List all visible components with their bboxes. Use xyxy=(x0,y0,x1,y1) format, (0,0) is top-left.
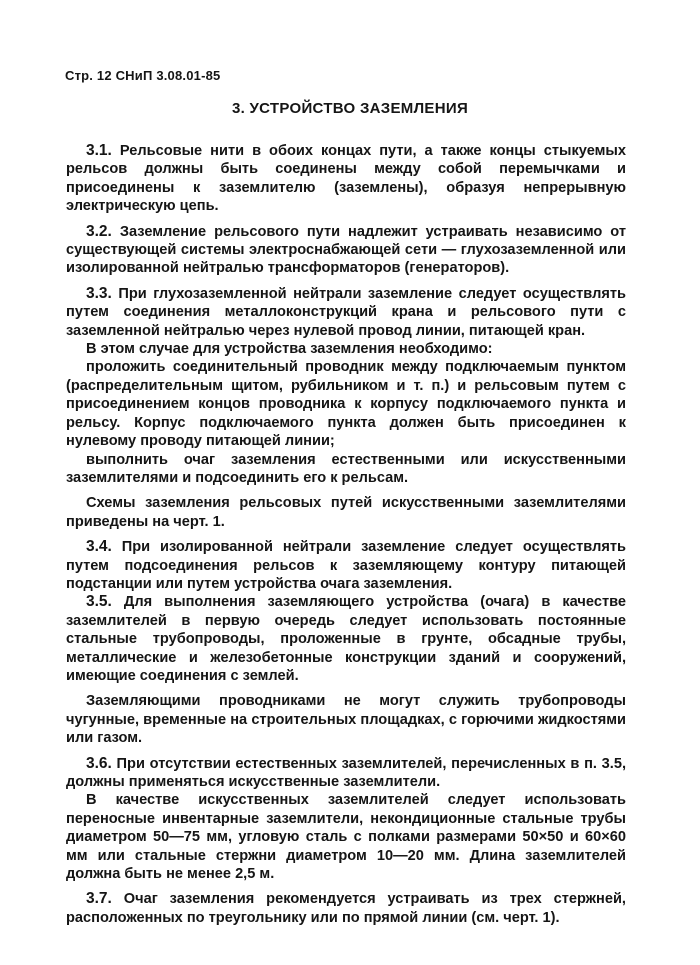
paragraph-3-3 xyxy=(66,285,626,340)
clause-number: 3.5. xyxy=(86,593,112,611)
paragraph-text: При изолированной нейтрали заземление следует осуществлять путем подсоединения рельсов к заземляющему контуру питающей подстанции или путем устройства очага заземления. xyxy=(66,539,626,592)
paragraph-text: При отсутствии естественных заземлителей, перечисленных в п. 3.5, должны применяться искусственные заземлители. xyxy=(66,755,626,790)
clause-number: 3.1. xyxy=(86,142,112,159)
paragraph-3-5-conductors xyxy=(66,692,626,747)
clause-number: 3.4. xyxy=(86,538,112,556)
paragraph-text: Для выполнения заземляющего устройства (очага) в качестве заземлителей в первую очередь следует использовать постоянные стальные трубопроводы, проложенные в грунте, обсадные трубы, металлические и железобетонные конструкции зданий и сооружений, имеющие соединения с землей. xyxy=(66,594,626,684)
paragraph-text: Заземляющими проводниками не могут служить трубопроводы чугунные, временные на строительных площадках, с горючими жидкостями или газом. xyxy=(66,693,626,747)
paragraph-text: При глухозаземленной нейтрали заземление следует осуществлять путем соединения металлоконструкций крана и рельсового пути с заземленной нейтралью через нулевой провод линии, питающей кран. xyxy=(66,285,626,339)
paragraph-3-1 xyxy=(66,142,626,216)
clause-number: 3.7. xyxy=(86,890,112,908)
running-head: Стр. 12 СНиП 3.08.01-85 xyxy=(65,68,221,83)
paragraph-3-3-schemes xyxy=(66,494,626,531)
paragraph-text: Рельсовые нити в обоих концах пути, а также концы стыкуемых рельсов должны быть соединены между собой перемычками и присоединены к заземлителю (заземлены), образуя непрерывную электрическую цепь. xyxy=(66,143,626,215)
paragraph-3-7 xyxy=(66,890,626,927)
paragraph-3-6 xyxy=(66,755,626,792)
paragraph-3-3-intro xyxy=(66,340,626,358)
paragraph-3-2 xyxy=(66,223,626,278)
paragraph-3-3-item-1 xyxy=(66,358,626,450)
clause-number: 3.3. xyxy=(86,284,112,302)
paragraph-3-3-item-2 xyxy=(66,451,626,488)
paragraph-text: Схемы заземления рельсовых путей искусственными заземлителями приведены на черт. 1. xyxy=(66,495,626,530)
paragraph-text: В качестве искусственных заземлителей следует использовать переносные инвентарные заземлители, некондиционные стальные трубы диаметром 50—75 мм, угловую сталь с полками размерами 50×50 и 60×60 мм или стальные стержни диаметром 10—20 мм. Длина заземлителей должна быть не менее 2,5 м. xyxy=(66,792,626,883)
clause-number: 3.6. xyxy=(86,754,112,772)
paragraph-3-5 xyxy=(66,593,626,685)
paragraph-text: Очаг заземления рекомендуется устраивать из трех стержней, расположенных по треугольнику или по прямой линии (см. черт. 1). xyxy=(66,891,626,926)
section-body xyxy=(66,142,626,927)
section-title: 3. УСТРОЙСТВО ЗАЗЕМЛЕНИЯ xyxy=(231,100,469,117)
paragraph-text: проложить соединительный проводник между подключаемым пунктом (распределительным щитом, рубильником и т. п.) и рельсовым путем с присоединением концов проводника к корпусу подключаемого пункта и рельсу. Корпус подключаемого пункта должен быть присоединен к нулевому проводу питающей линии; xyxy=(66,359,626,450)
clause-number: 3.2. xyxy=(86,222,112,240)
paragraph-text: Заземление рельсового пути надлежит устраивать независимо от существующей системы электроснабжающей сети — глухозаземленной или изолированной нейтралью трансформаторов (генераторов). xyxy=(66,223,626,277)
paragraph-text: В этом случае для устройства заземления необходимо: xyxy=(86,341,493,358)
paragraph-3-6-artificial xyxy=(66,791,626,883)
paragraph-text: выполнить очаг заземления естественными или искусственными заземлителями и подсоединить его к рельсам. xyxy=(66,451,626,486)
paragraph-3-4 xyxy=(66,538,626,593)
